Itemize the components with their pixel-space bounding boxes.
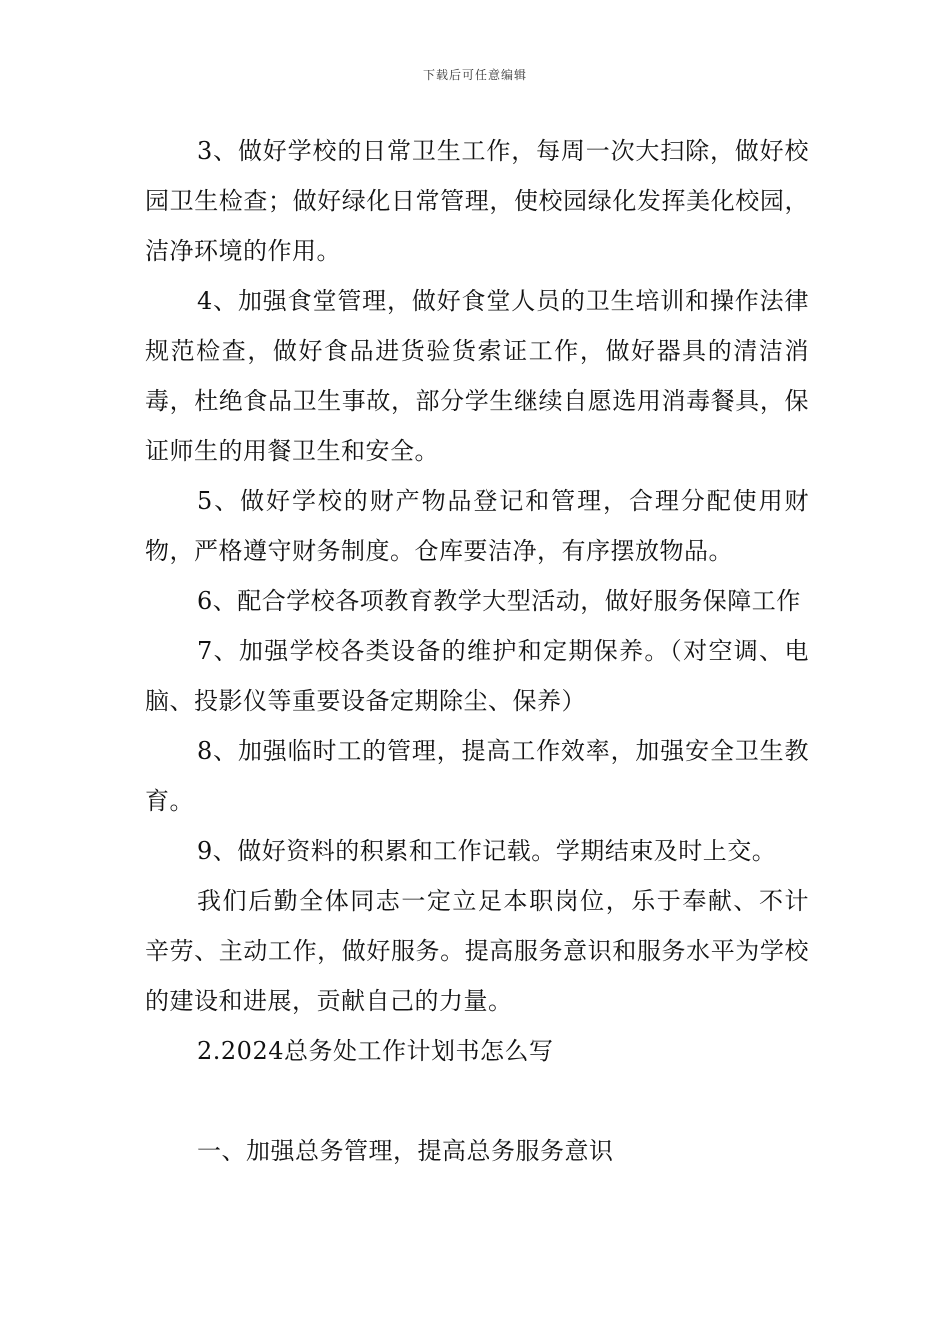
paragraph-item-8: 8、加强临时工的管理，提高工作效率，加强安全卫生教育。 xyxy=(145,737,809,815)
document-body xyxy=(145,126,809,1176)
section-heading: 2.2024总务处工作计划书怎么写 xyxy=(197,1037,554,1065)
paragraph-item-5: 5、做好学校的财产物品登记和管理，合理分配使用财物，严格遵守财务制度。仓库要洁净，有序摆放物品。 xyxy=(145,487,809,565)
page-header-note: 下载后可任意编辑 xyxy=(422,68,527,82)
paragraph-item-6: 6、配合学校各项教育教学大型活动，做好服务保障工作 xyxy=(197,587,801,615)
subsection-heading: 一、加强总务管理，提高总务服务意识 xyxy=(197,1137,614,1165)
paragraph-item-4: 4、加强食堂管理，做好食堂人员的卫生培训和操作法律规范检查，做好食品进货验货索证工作，做好器具的清洁消毒，杜绝食品卫生事故，部分学生继续自愿选用消毒餐具，保证师生的用餐卫生和安全。 xyxy=(145,287,809,465)
paragraph-item-9: 9、做好资料的积累和工作记载。学期结束及时上交。 xyxy=(197,837,777,865)
paragraph-item-7: 7、加强学校各类设备的维护和定期保养。（对空调、电脑、投影仪等重要设备定期除尘、保养） xyxy=(145,637,809,715)
paragraph-closing: 我们后勤全体同志一定立足本职岗位，乐于奉献、不计辛劳、主动工作，做好服务。提高服务意识和服务水平为学校的建设和进展，贡献自己的力量。 xyxy=(145,887,809,1015)
paragraph-item-3: 3、做好学校的日常卫生工作，每周一次大扫除，做好校园卫生检查；做好绿化日常管理，使校园绿化发挥美化校园，洁净环境的作用。 xyxy=(145,137,809,265)
